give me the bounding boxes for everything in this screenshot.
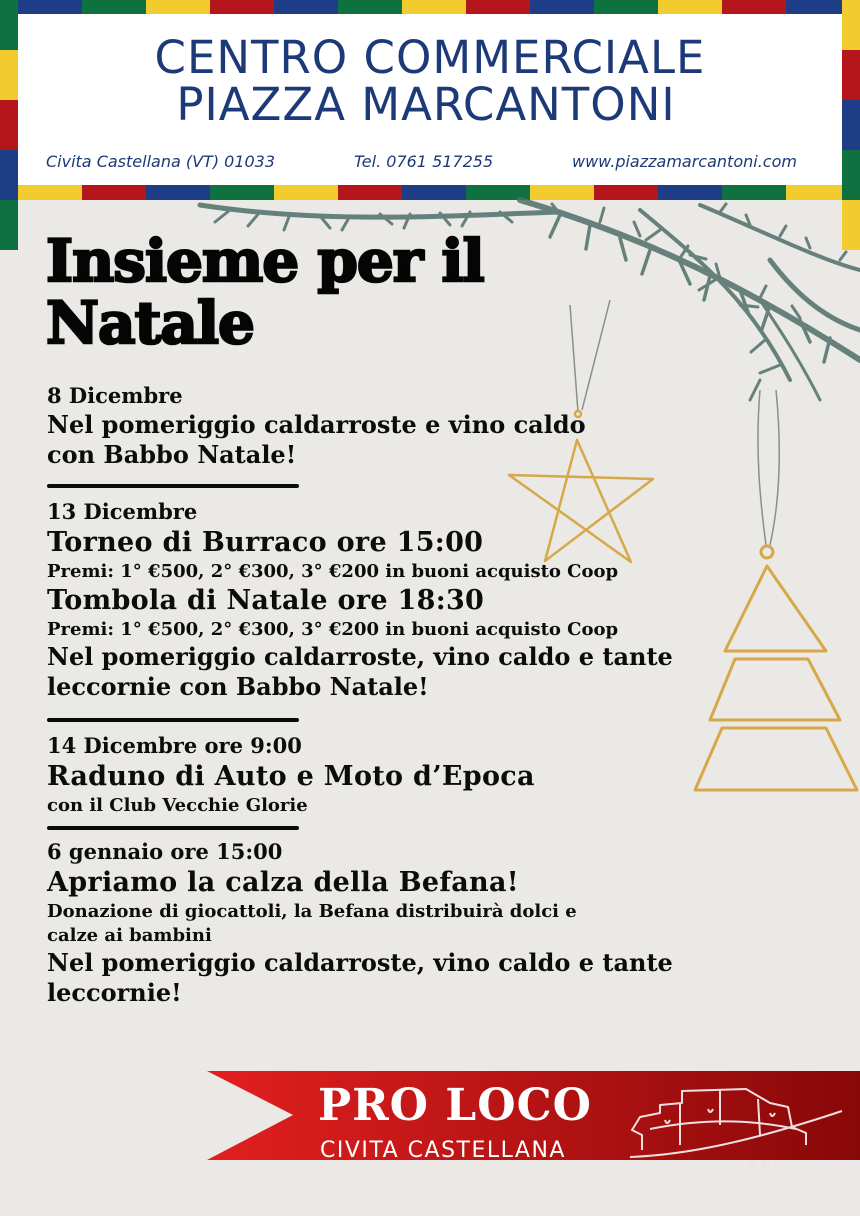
event-activity: Torneo di Burraco ore 15:00 (47, 527, 484, 558)
border-segment (722, 185, 786, 200)
border-segment (82, 0, 146, 14)
border-segment (402, 0, 466, 14)
border-segment (786, 0, 850, 14)
contact-row (0, 150, 860, 174)
event-note: con il Club Vecchie Glorie (47, 795, 308, 816)
border-segment (530, 0, 594, 14)
border-segment (658, 185, 722, 200)
event-note: calze ai bambini (47, 925, 212, 946)
event-prizes: Premi: 1° €500, 2° €300, 3° €200 in buoni acquisto Coop (47, 561, 619, 582)
border-segment (18, 0, 82, 14)
poster-title-line2: Natale (46, 289, 254, 357)
border-segment (146, 0, 210, 14)
mall-name-line2: PIAZZA MARCANTONI (176, 78, 676, 131)
phone-number: Tel. 0761 517255 (354, 152, 494, 171)
event-description: Nel pomeriggio caldarroste e vino caldo (47, 410, 586, 439)
event-date: 8 Dicembre (47, 383, 183, 408)
border-segment (338, 185, 402, 200)
border-segment (722, 0, 786, 14)
border-segment (402, 185, 466, 200)
border-bottom (0, 185, 860, 200)
border-segment (842, 200, 860, 250)
border-segment (338, 0, 402, 14)
mall-name (0, 31, 860, 131)
divider (47, 826, 299, 830)
event-dec-14 (47, 732, 767, 818)
event-note: Donazione di giocattoli, la Befana distribuirà dolci e (47, 901, 577, 922)
address: Civita Castellana (VT) 01033 (46, 152, 276, 171)
pro-loco-aps: A.P.S. (748, 1160, 787, 1174)
border-segment (466, 0, 530, 14)
border-segment (530, 185, 594, 200)
castle-fortress-icon (620, 1085, 850, 1165)
border-segment (658, 0, 722, 14)
event-description: leccornie! (47, 978, 182, 1007)
event-activity: Raduno di Auto e Moto d’Epoca (47, 761, 535, 792)
header-banner (0, 0, 860, 200)
border-segment (82, 185, 146, 200)
event-description: Nel pomeriggio caldarroste, vino caldo e tante (47, 948, 673, 977)
event-activity: Apriamo la calza della Befana! (47, 867, 519, 898)
divider (47, 484, 299, 488)
event-dec-13 (47, 498, 767, 702)
border-segment (594, 185, 658, 200)
event-prizes: Premi: 1° €500, 2° €300, 3° €200 in buoni acquisto Coop (47, 619, 619, 640)
border-segment (274, 185, 338, 200)
event-description: Nel pomeriggio caldarroste, vino caldo e tante (47, 642, 673, 671)
pro-loco-name: PRO LOCO (318, 1080, 592, 1131)
border-segment (210, 0, 274, 14)
border-segment (146, 185, 210, 200)
event-list (47, 382, 767, 1008)
border-segment (594, 0, 658, 14)
border-segment (466, 185, 530, 200)
event-date: 14 Dicembre ore 9:00 (47, 733, 302, 758)
divider (47, 718, 299, 722)
website-link[interactable]: www.piazzamarcantoni.com (572, 152, 797, 171)
event-description: leccornie con Babbo Natale! (47, 672, 429, 701)
poster-title-line1: Insieme per il (46, 227, 484, 295)
event-description: con Babbo Natale! (47, 440, 297, 469)
mall-name-line1: CENTRO COMMERCIALE (154, 31, 706, 84)
event-activity: Tombola di Natale ore 18:30 (47, 585, 485, 616)
border-segment (786, 185, 850, 200)
event-jan-6 (47, 838, 767, 1008)
border-segment (0, 200, 18, 250)
border-segment (18, 185, 82, 200)
poster-title (46, 227, 484, 357)
border-segment (210, 185, 274, 200)
pro-loco-city: CIVITA CASTELLANA (320, 1138, 566, 1163)
border-segment (274, 0, 338, 14)
event-dec-8 (47, 382, 767, 470)
event-date: 13 Dicembre (47, 499, 198, 524)
border-top (0, 0, 860, 14)
event-date: 6 gennaio ore 15:00 (47, 839, 283, 864)
